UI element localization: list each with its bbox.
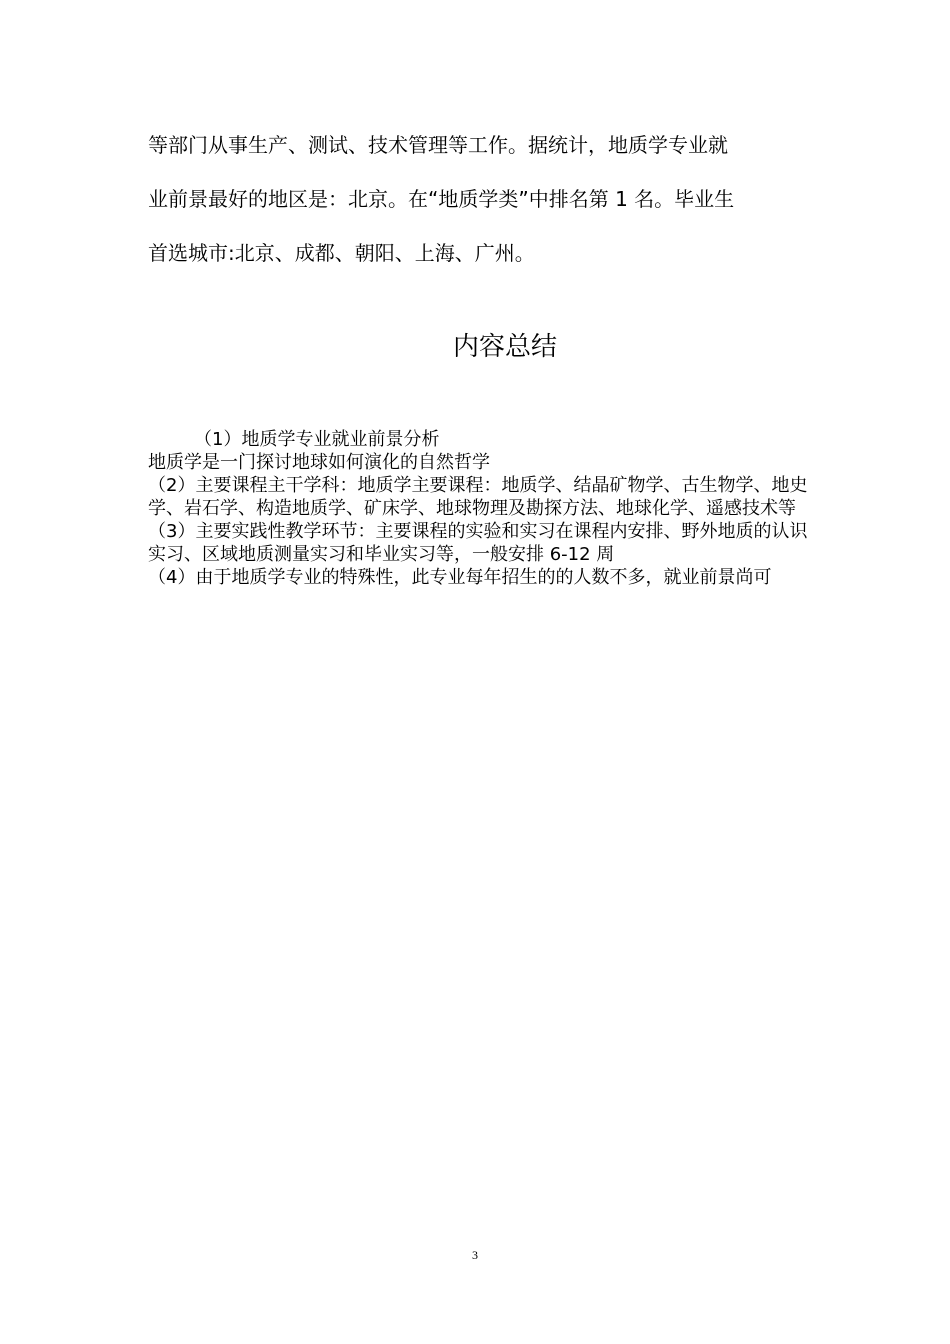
intro-line-2: 业前景最好的地区是：北京。在“地质学类”中排名第 1 名。毕业生 bbox=[148, 187, 735, 211]
summary-block bbox=[148, 428, 808, 589]
summary-item-3: （2）主要课程主干学科：地质学主要课程：地质学、结晶矿物学、古生物学、地史学、岩石学、构造地质学、矿床学、地球物理及勘探方法、地球化学、遥感技术等 bbox=[148, 475, 808, 519]
page-number: 3 bbox=[472, 1248, 478, 1262]
intro-line-1: 等部门从事生产、测试、技术管理等工作。据统计，地质学专业就 bbox=[148, 133, 728, 157]
summary-item-2: 地质学是一门探讨地球如何演化的自然哲学 bbox=[148, 452, 490, 473]
intro-line-3: 首选城市:北京、成都、朝阳、上海、广州。 bbox=[148, 241, 535, 265]
section-title: 内容总结 bbox=[452, 332, 557, 362]
summary-item-5: （4）由于地质学专业的特殊性，此专业每年招生的的人数不多，就业前景尚可 bbox=[148, 567, 772, 588]
intro-paragraph bbox=[148, 118, 803, 280]
summary-item-1: （1）地质学专业就业前景分析 bbox=[194, 429, 440, 450]
summary-item-4: （3）主要实践性教学环节：主要课程的实验和实习在课程内安排、野外地质的认识实习、区域地质测量实习和毕业实习等，一般安排 6-12 周 bbox=[148, 521, 808, 565]
